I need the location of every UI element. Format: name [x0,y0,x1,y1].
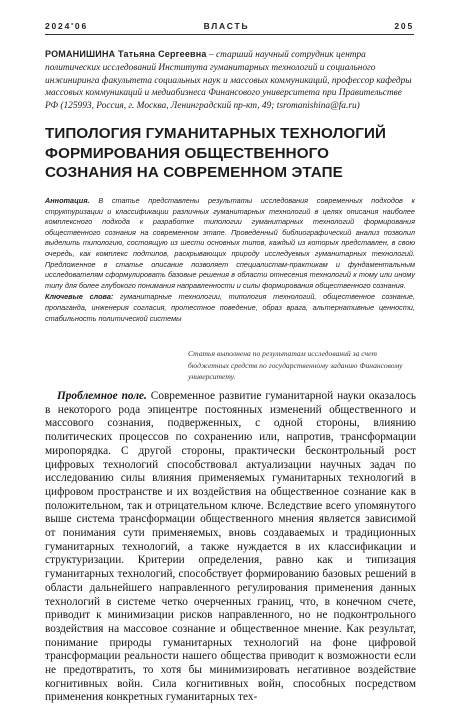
keywords [45,292,415,324]
abstract [45,196,415,291]
page-number: 205 [394,21,414,31]
abstract-block [45,196,415,324]
header-rule [45,34,414,35]
page-header [0,0,453,34]
author-name: РОМАНИШИНА Татьяна Сергеевна [45,49,207,59]
journal-name: ВЛАСТЬ [203,21,250,31]
section-lead: Проблемное поле. [57,390,147,402]
keywords-label: Ключевые слова: [45,292,114,302]
body-paragraph [45,390,416,705]
abstract-text: В статье представлены результаты исследования современных подходов к структуризации и классификации различных гуманитарных технологий в целях описания наиболее комплексного подхода к разработке типологии гуманитарных технологий формирования общественного сознания на современном этапе. Проведенный библиографический анализ позволил выделить типологию, состоящую из шести основных типов, каждый из которых представлен, в свою очередь, как комплекс подтипов, раскрывающих природу исследуемых гуманитарных технологий. Предложенное в статье описание позволяет специалистам-практикам и фундаментальным исследователям сформулировать базовые решения в области отнесения технологий к тому или иному типу для более глубокого понимания направленности и силы формирования общественного сознания. [45,196,415,290]
keywords-text: гуманитарные технологии, типология технологий, общественное сознание, пропаганда, инженерия согласия, протестное поведение, образ врага, альтернативные ценности, стабильность политической системы [45,292,415,323]
abstract-label: Аннотация. [45,196,90,205]
author-info [45,48,415,113]
funding-note: Статья выполнена по результатам исследований за счет бюджетных средств по государственному заданию Финансовому университету. [188,349,403,382]
article-title: ТИПОЛОГИЯ ГУМАНИТАРНЫХ ТЕХНОЛОГИЙ ФОРМИРОВАНИЯ ОБЩЕСТВЕННОГО СОЗНАНИЯ НА СОВРЕМЕННОМ ЭТАПЕ [45,125,386,181]
body-text: Современное развитие гуманитарной науки оказалось в некоторого рода эпицентре постоянных изменений общественного и массового сознания, подверженных, с одной стороны, влиянию политических процессов по сохранению или, напротив, трансформации миропорядка. С другой стороны, практически бесконтрольный рост цифровых технологий способствовал актуализации научных задач по исследованию силы влияния применяемых гуманитарных технологий в цифровом пространстве и их воздействия на общественное сознание как в положительном, так и отрицательном ключе. Вследствие всего упомянутого выше система трансформации общественного мнения является зависимой от понимания сути применяемых, вновь создаваемых и традиционных гуманитарных технологий, а также нуждается в их классификации и структуризации. Критерии определения, равно как и типизация гуманитарных технологий, способствует формированию базовых решений в области дальнейшего направленного регулирования применения данных технологий в системе четко очерченных границ, что, в конечном счете, приводит к минимизации рисков направленного, но не подконтрольного воздействия на массовое сознание и общественное мнение. Как результат, понимание природы гуманитарных технологий на фоне цифровой трансформации реальности нашего общества приводит к возможности если не предотвратить, то хотя бы минимизировать негативное воздействие когнитивных войн. Сила когнитивных войн, способных посредством применения конкретных гуманитарных тех- [45,390,416,704]
author-affiliation: – старший научный сотрудник центра политических исследований Института гуманитарных технологий и социального инжиниринга факультета социальных наук и массовых коммуникаций, профессор кафедры массовых коммуникаций и медиабизнеса Финансового университета при Правительстве РФ (125993, Россия, г. Москва, Ленинградский пр-кт, 49; tsromanishina@fa.ru) [45,50,412,112]
issue-number: 2024'06 [45,21,88,31]
